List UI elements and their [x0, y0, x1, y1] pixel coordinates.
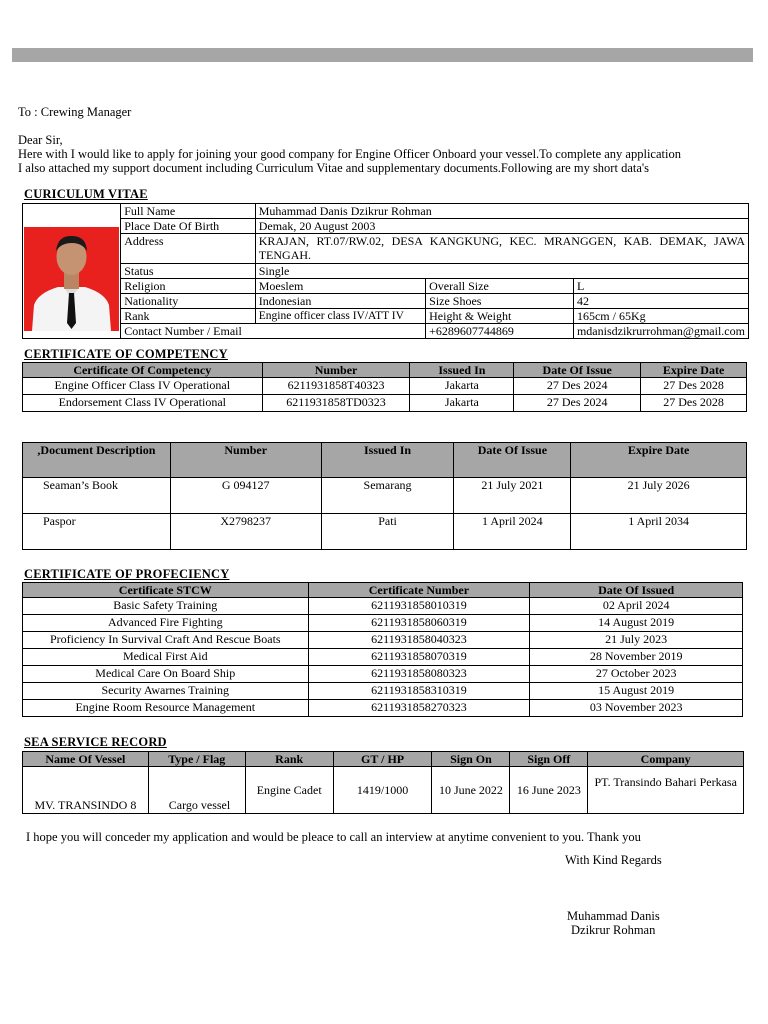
cop-cell: Security Awarnes Training [23, 683, 309, 700]
overall-size-value: L [573, 279, 748, 294]
coc-cell: 27 Des 2028 [641, 395, 747, 412]
cop-header-number: Certificate Number [308, 583, 530, 598]
sea-header-company: Company [588, 752, 744, 767]
cop-table [22, 582, 743, 717]
document-cell: Paspor [23, 514, 171, 550]
cop-cell: 6211931858010319 [308, 598, 530, 615]
documents-header-row [23, 443, 747, 478]
sea-table [22, 751, 744, 814]
cop-cell: Proficiency In Survival Craft And Rescue Boats [23, 632, 309, 649]
document-cell: Pati [321, 514, 454, 550]
cv-table [22, 203, 749, 339]
document-cell: 21 July 2021 [454, 478, 571, 514]
coc-cell: Jakarta [410, 395, 514, 412]
table-row [23, 767, 744, 814]
photo-cell [23, 204, 121, 339]
coc-header-expire: Expire Date [641, 363, 747, 378]
coc-cell: Jakarta [410, 378, 514, 395]
cv-title: CURICULUM VITAE [24, 187, 148, 201]
cop-header-certificate: Certificate STCW [23, 583, 309, 598]
height-weight-label: Height & Weight [426, 309, 574, 324]
table-row [23, 378, 747, 395]
document-cell: X2798237 [170, 514, 321, 550]
coc-header-issued-in: Issued In [410, 363, 514, 378]
nationality-label: Nationality [121, 294, 256, 309]
size-shoes-value: 42 [573, 294, 748, 309]
address-value: KRAJAN, RT.07/RW.02, DESA KANGKUNG, KEC. MRANGGEN, KAB. DEMAK, JAWA TENGAH. [255, 234, 748, 264]
closing-text: I hope you will conceder my application and would be pleace to call an interview at anytime convenient to you. Thank you [26, 830, 641, 844]
size-shoes-label: Size Shoes [426, 294, 574, 309]
document-cell: G 094127 [170, 478, 321, 514]
document-cell: Semarang [321, 478, 454, 514]
status-value: Single [255, 264, 748, 279]
table-row [23, 478, 747, 514]
coc-title: CERTIFICATE OF COMPETENCY [24, 347, 228, 361]
cop-cell: 15 August 2019 [530, 683, 743, 700]
sea-cell-vessel: MV. TRANSINDO 8 [23, 767, 149, 814]
table-row [23, 666, 743, 683]
cop-cell: 27 October 2023 [530, 666, 743, 683]
cop-cell: Medical Care On Board Ship [23, 666, 309, 683]
sea-header-sign-on: Sign On [432, 752, 510, 767]
regards-text: With Kind Regards [565, 853, 662, 867]
cop-cell: 6211931858310319 [308, 683, 530, 700]
cop-cell: 6211931858040323 [308, 632, 530, 649]
letter-body-line-2: I also attached my support document including Curriculum Vitae and supplementary documents.Following are my short data's [18, 161, 649, 175]
coc-cell: 27 Des 2028 [641, 378, 747, 395]
coc-header-number: Number [262, 363, 410, 378]
sea-header-row [23, 752, 744, 767]
documents-header-description: ,Document Description [23, 443, 171, 478]
sea-cell-rank: Engine Cadet [245, 767, 333, 814]
sea-cell-company: PT. Transindo Bahari Perkasa [588, 767, 744, 814]
cop-cell: 21 July 2023 [530, 632, 743, 649]
documents-table [22, 442, 747, 550]
cop-cell: 28 November 2019 [530, 649, 743, 666]
sea-cell-type: Cargo vessel [148, 767, 245, 814]
sea-header-sign-off: Sign Off [510, 752, 588, 767]
status-label: Status [121, 264, 256, 279]
documents-header-number: Number [170, 443, 321, 478]
signature-name-line-2: Dzikrur Rohman [571, 923, 656, 937]
pdob-label: Place Date Of Birth [121, 219, 256, 234]
cop-cell: 6211931858080323 [308, 666, 530, 683]
coc-header-date-issue: Date Of Issue [514, 363, 641, 378]
person-portrait-icon [24, 227, 119, 331]
nationality-value: Indonesian [255, 294, 425, 309]
cop-cell: 14 August 2019 [530, 615, 743, 632]
height-weight-value: 165cm / 65Kg [573, 309, 748, 324]
coc-table [22, 362, 747, 412]
email-value: mdanisdzikrurrohman@gmail.com [573, 324, 748, 339]
contact-label: Contact Number / Email [121, 324, 426, 339]
sea-cell-sign-on: 10 June 2022 [432, 767, 510, 814]
coc-header-certificate: Certificate Of Competency [23, 363, 263, 378]
sea-header-type: Type / Flag [148, 752, 245, 767]
table-row [23, 514, 747, 550]
coc-cell: 6211931858T40323 [262, 378, 410, 395]
table-row [23, 649, 743, 666]
table-row [23, 598, 743, 615]
full-name-value: Muhammad Danis Dzikrur Rohman [255, 204, 748, 219]
table-row [23, 632, 743, 649]
signature-name-line-1: Muhammad Danis [567, 909, 660, 923]
pdob-value: Demak, 20 August 2003 [255, 219, 748, 234]
documents-header-date-issue: Date Of Issue [454, 443, 571, 478]
cop-cell: Medical First Aid [23, 649, 309, 666]
coc-header-row [23, 363, 747, 378]
documents-header-expire: Expire Date [571, 443, 747, 478]
document-cell: 21 July 2026 [571, 478, 747, 514]
coc-cell: Engine Officer Class IV Operational [23, 378, 263, 395]
phone-value: +6289607744869 [426, 324, 574, 339]
full-name-label: Full Name [121, 204, 256, 219]
rank-value: Engine officer class IV/ATT IV [255, 309, 425, 324]
rank-label: Rank [121, 309, 256, 324]
cop-cell: 6211931858070319 [308, 649, 530, 666]
cop-cell: 6211931858270323 [308, 700, 530, 717]
sea-header-rank: Rank [245, 752, 333, 767]
cop-header-date: Date Of Issued [530, 583, 743, 598]
cop-cell: Basic Safety Training [23, 598, 309, 615]
sea-header-vessel: Name Of Vessel [23, 752, 149, 767]
overall-size-label: Overall Size [426, 279, 574, 294]
document-cell: 1 April 2024 [454, 514, 571, 550]
cop-header-row [23, 583, 743, 598]
address-label: Address [121, 234, 256, 264]
document-cell: 1 April 2034 [571, 514, 747, 550]
cop-cell: Engine Room Resource Management [23, 700, 309, 717]
sea-cell-gt: 1419/1000 [333, 767, 432, 814]
table-row [23, 700, 743, 717]
table-row [23, 683, 743, 700]
documents-header-issued-in: Issued In [321, 443, 454, 478]
table-row [23, 395, 747, 412]
letter-greeting: Dear Sir, [18, 133, 63, 147]
sea-cell-sign-off: 16 June 2023 [510, 767, 588, 814]
coc-cell: Endorsement Class IV Operational [23, 395, 263, 412]
sea-header-gt: GT / HP [333, 752, 432, 767]
letter-recipient: To : Crewing Manager [18, 105, 132, 119]
religion-label: Religion [121, 279, 256, 294]
coc-cell: 6211931858TD0323 [262, 395, 410, 412]
sea-title: SEA SERVICE RECORD [24, 735, 167, 749]
coc-cell: 27 Des 2024 [514, 378, 641, 395]
cop-cell: 6211931858060319 [308, 615, 530, 632]
cop-title: CERTIFICATE OF PROFECIENCY [24, 567, 230, 581]
letter-body-line-1: Here with I would like to apply for joining your good company for Engine Officer Onboard your vessel.To complete any application [18, 147, 681, 161]
document-cell: Seaman’s Book [23, 478, 171, 514]
cop-cell: 02 April 2024 [530, 598, 743, 615]
profile-photo [24, 227, 119, 331]
cop-cell: Advanced Fire Fighting [23, 615, 309, 632]
religion-value: Moeslem [255, 279, 425, 294]
coc-cell: 27 Des 2024 [514, 395, 641, 412]
header-bar [12, 48, 753, 62]
cop-cell: 03 November 2023 [530, 700, 743, 717]
table-row [23, 615, 743, 632]
